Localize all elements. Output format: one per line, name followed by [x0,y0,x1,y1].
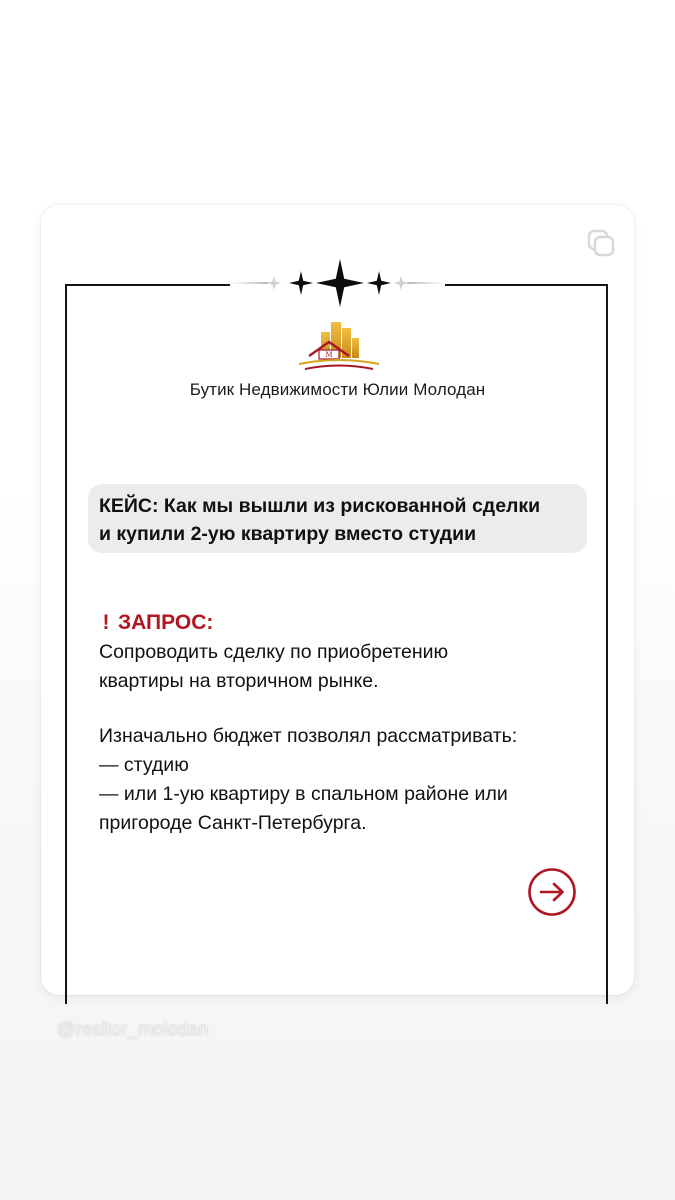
next-slide-button[interactable] [526,866,578,918]
request-text-line: Сопроводить сделку по приобретению [99,641,449,663]
arrow-right-circle-icon [530,870,575,915]
budget-text-line: — или 1-ую квартиру в спальном районе или [99,783,508,805]
request-heading-text: ЗАПРОС: [118,610,214,634]
case-title-line-1: КЕЙС: Как мы вышли из рискованной сделки [99,495,541,517]
exclamation-icon: ! [102,610,110,634]
watermark-username: @realtor_molodan [57,1019,209,1039]
brand-name: Бутик Недвижимости Юлии Молодан [189,380,486,399]
budget-text-line: — студию [99,754,189,776]
request-section [99,606,589,838]
building-logo-icon [295,316,383,376]
sparkle-stars-icon [230,258,445,310]
budget-text-line: Изначально бюджет позволял рассматривать: [99,725,518,747]
case-title-box [88,484,587,553]
request-text-line: квартиры на вторичном рынке. [99,670,379,692]
request-heading [99,606,589,638]
svg-text:M: M [325,351,333,359]
spacer [99,696,589,722]
case-title-line-2: и купили 2-ую квартиру вместо студии [99,523,477,545]
copy-icon[interactable] [585,227,617,259]
budget-text-line: пригороде Санкт-Петербурга. [99,812,367,834]
